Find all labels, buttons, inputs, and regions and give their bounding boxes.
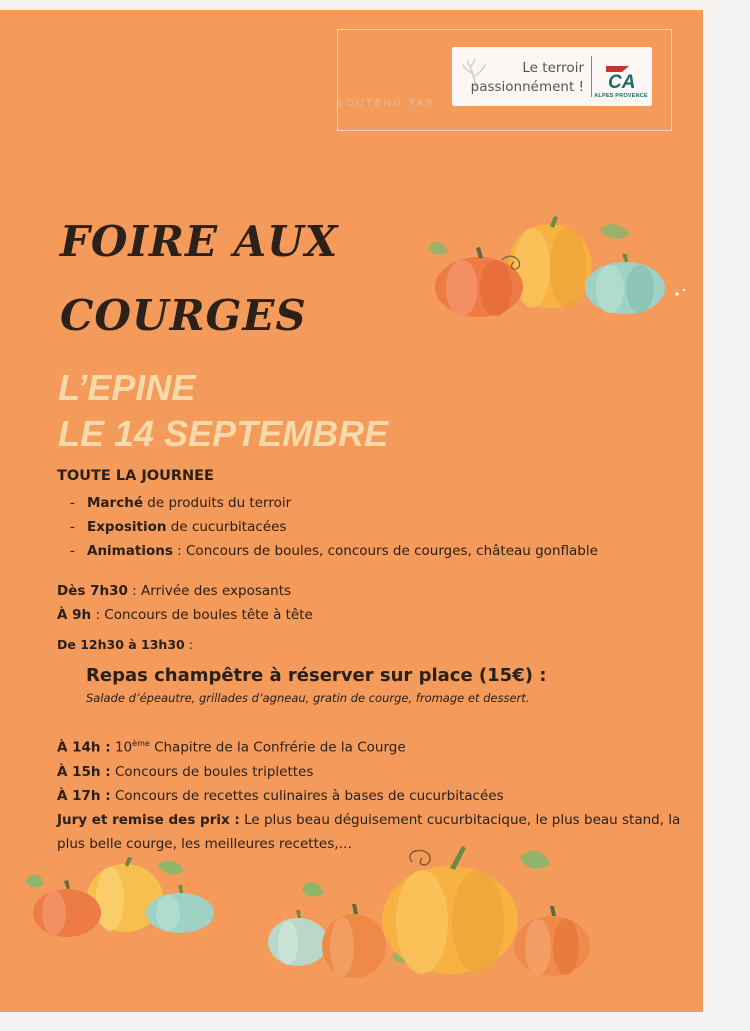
- lunch-time: De 12h30 à 13h30 :: [57, 637, 193, 652]
- svg-text:CA: CA: [608, 72, 636, 91]
- list-item: - Animations : Concours de boules, concours de courges, château gonflable: [70, 543, 598, 559]
- schedule-item: À 15h : Concours de boules triplettes: [57, 763, 314, 780]
- afternoon-schedule: [57, 732, 697, 856]
- logo-divider: [591, 56, 592, 97]
- list-item: - Exposition de cucurbitacées: [70, 519, 287, 535]
- sponsor-slogan: Le terroir passionnément !: [470, 60, 584, 95]
- page-title: FOIRE AUX COURGES: [60, 217, 339, 340]
- event-date: LE 14 SEPTEMBRE: [58, 413, 389, 454]
- schedule-item: À 9h : Concours de boules tête à tête: [57, 607, 313, 623]
- prizes: Jury et remise des prix : Le plus beau déguisement cucurbitacique, le plus beau stand, la plus belle courge, les meilleures recettes,…: [57, 811, 681, 852]
- schedule-item: À 17h : Concours de recettes culinaires à bases de cucurbitacées: [57, 787, 504, 804]
- morning-schedule: [57, 579, 697, 627]
- pumpkins-illustration-bottom-right: [262, 838, 612, 988]
- event-place: L’EPINE: [58, 367, 196, 408]
- lunch-menu: Salade d’épeautre, grillades d’agneau, gratin de courge, fromage et dessert.: [86, 691, 530, 705]
- sponsor-region: ALPES PROVENCE: [594, 93, 648, 99]
- list-item: - Marché de produits du terroir: [70, 495, 292, 511]
- schedule-item: Dès 7h30 : Arrivée des exposants: [57, 583, 292, 599]
- program-content: [57, 468, 697, 856]
- lunch-heading: Repas champêtre à réserver sur place (15€) :: [86, 665, 547, 686]
- sponsor-logo: [452, 47, 652, 106]
- pumpkins-illustration-top: [422, 210, 697, 325]
- credit-agricole-logo-icon: [596, 61, 648, 91]
- sponsor-label: SOUTENU PAR: [337, 98, 436, 109]
- pumpkins-illustration-bottom-left: [22, 855, 222, 940]
- all-day-list: [57, 491, 697, 563]
- all-day-heading: TOUTE LA JOURNEE: [57, 468, 214, 484]
- event-place-date: [58, 365, 388, 457]
- schedule-item: À 14h : 10ème Chapitre de la Confrérie de la Courge: [57, 739, 406, 756]
